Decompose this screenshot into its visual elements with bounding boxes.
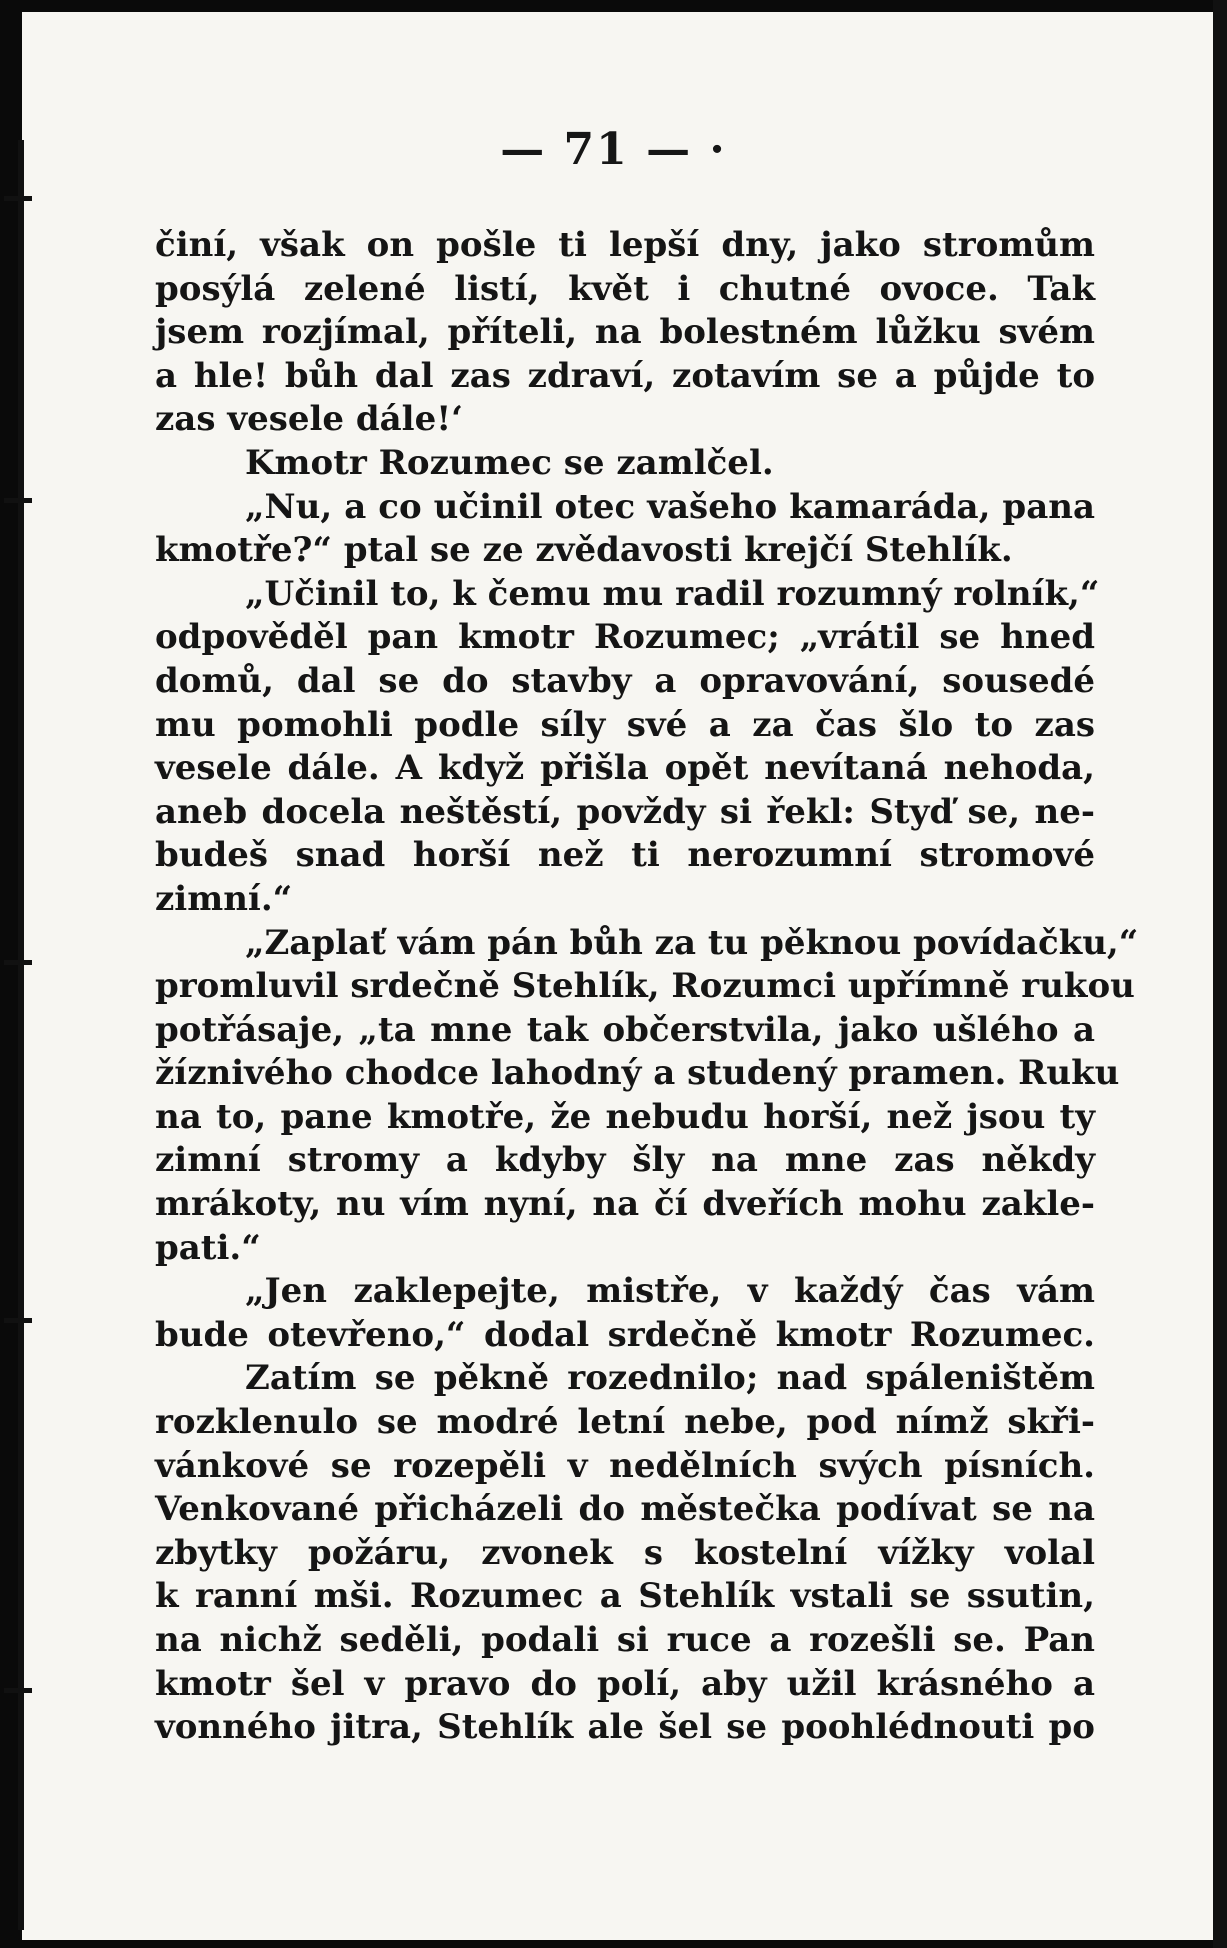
scan-border bbox=[1213, 0, 1227, 1948]
binding-mark bbox=[4, 196, 32, 201]
text-line: posýlá zelené listí, květ i chutné ovoce. Tak bbox=[155, 268, 1095, 309]
text-line: zimní stromy a kdyby šly na mne zas někdy bbox=[155, 1140, 1095, 1181]
text-line: zimní.“ bbox=[155, 878, 293, 919]
binding-mark bbox=[4, 1318, 32, 1323]
text-line: vesele dále. A když přišla opět nevítaná nehoda, bbox=[155, 748, 1095, 789]
text-line: činí, však on pošle ti lepší dny, jako stromům bbox=[155, 225, 1095, 265]
text-line: aneb docela neštěstí, povždy si řekl: Styď se, ne- bbox=[155, 791, 1095, 832]
text-line: vánkové se rozepěli v nedělních svých písních. bbox=[155, 1445, 1095, 1486]
text-line: zbytky požáru, zvonek s kostelní vížky volal bbox=[155, 1532, 1095, 1573]
text-line: potřásaje, „ta mne tak občerstvila, jako ušlého a bbox=[155, 1009, 1095, 1050]
text-line: domů, dal se do stavby a opravování, sousedé bbox=[155, 660, 1095, 701]
text-line: vonného jitra, Stehlík ale šel se poohlédnouti po bbox=[155, 1707, 1095, 1748]
text-line: „Nu, a co učinil otec vašeho kamaráda, pana bbox=[245, 486, 1095, 527]
body-text bbox=[155, 224, 1139, 1750]
text-line: mu pomohli podle síly své a za čas šlo to zas bbox=[155, 704, 1095, 745]
text-line: Kmotr Rozumec se zamlčel. bbox=[245, 442, 774, 483]
text-line: bude otevřeno,“ dodal srdečně kmotr Rozumec. bbox=[155, 1314, 1095, 1355]
text-line: a hle! bůh dal zas zdraví, zotavím se a půjde to bbox=[155, 355, 1095, 396]
text-line: k ranní mši. Rozumec a Stehlík vstali se ssutin, bbox=[155, 1576, 1095, 1617]
text-line: „Učinil to, k čemu mu radil rozumný rolník,“ bbox=[245, 573, 1100, 614]
text-line: kmotře?“ ptal se ze zvědavosti krejčí Stehlík. bbox=[155, 530, 1013, 571]
text-line: na nichž seděli, podali si ruce a rozešli se. Pan bbox=[155, 1620, 1095, 1660]
text-line: Venkované přicházeli do městečka podívat se na bbox=[155, 1489, 1095, 1530]
text-line: jsem rozjímal, příteli, na bolestném lůžku svém bbox=[155, 312, 1095, 353]
text-line: rozklenulo se modré letní nebe, pod nímž skři- bbox=[155, 1402, 1095, 1443]
text-line: Zatím se pěkně rozednilo; nad spáleništěm bbox=[245, 1358, 1095, 1399]
page-binding-edge bbox=[18, 140, 24, 1930]
text-line: na to, pane kmotře, že nebudu horší, než jsou ty bbox=[155, 1096, 1095, 1137]
text-line: kmotr šel v pravo do polí, aby užil krásného a bbox=[155, 1663, 1095, 1704]
text-line: pati.“ bbox=[155, 1227, 261, 1268]
binding-mark bbox=[4, 498, 32, 503]
text-line: žíznivého chodce lahodný a studený pramen. Ruku bbox=[155, 1053, 1120, 1094]
page-number: — 71 — · bbox=[500, 124, 727, 175]
text-line: „Zaplať vám pán bůh za tu pěknou povídačku,“ bbox=[245, 922, 1139, 963]
text-line: budeš snad horší než ti nerozumní stromové bbox=[155, 835, 1095, 876]
text-line: mrákoty, nu vím nyní, na čí dveřích mohu zakle- bbox=[155, 1184, 1095, 1225]
text-line: zas vesele dále!‘ bbox=[155, 399, 463, 440]
text-line: „Jen zaklepejte, mistře, v každý čas vám bbox=[245, 1271, 1095, 1312]
binding-mark bbox=[4, 960, 32, 965]
binding-mark bbox=[4, 1688, 32, 1693]
text-line: odpověděl pan kmotr Rozumec; „vrátil se hned bbox=[155, 617, 1095, 658]
text-line: promluvil srdečně Stehlík, Rozumci upřímně rukou bbox=[155, 966, 1135, 1007]
